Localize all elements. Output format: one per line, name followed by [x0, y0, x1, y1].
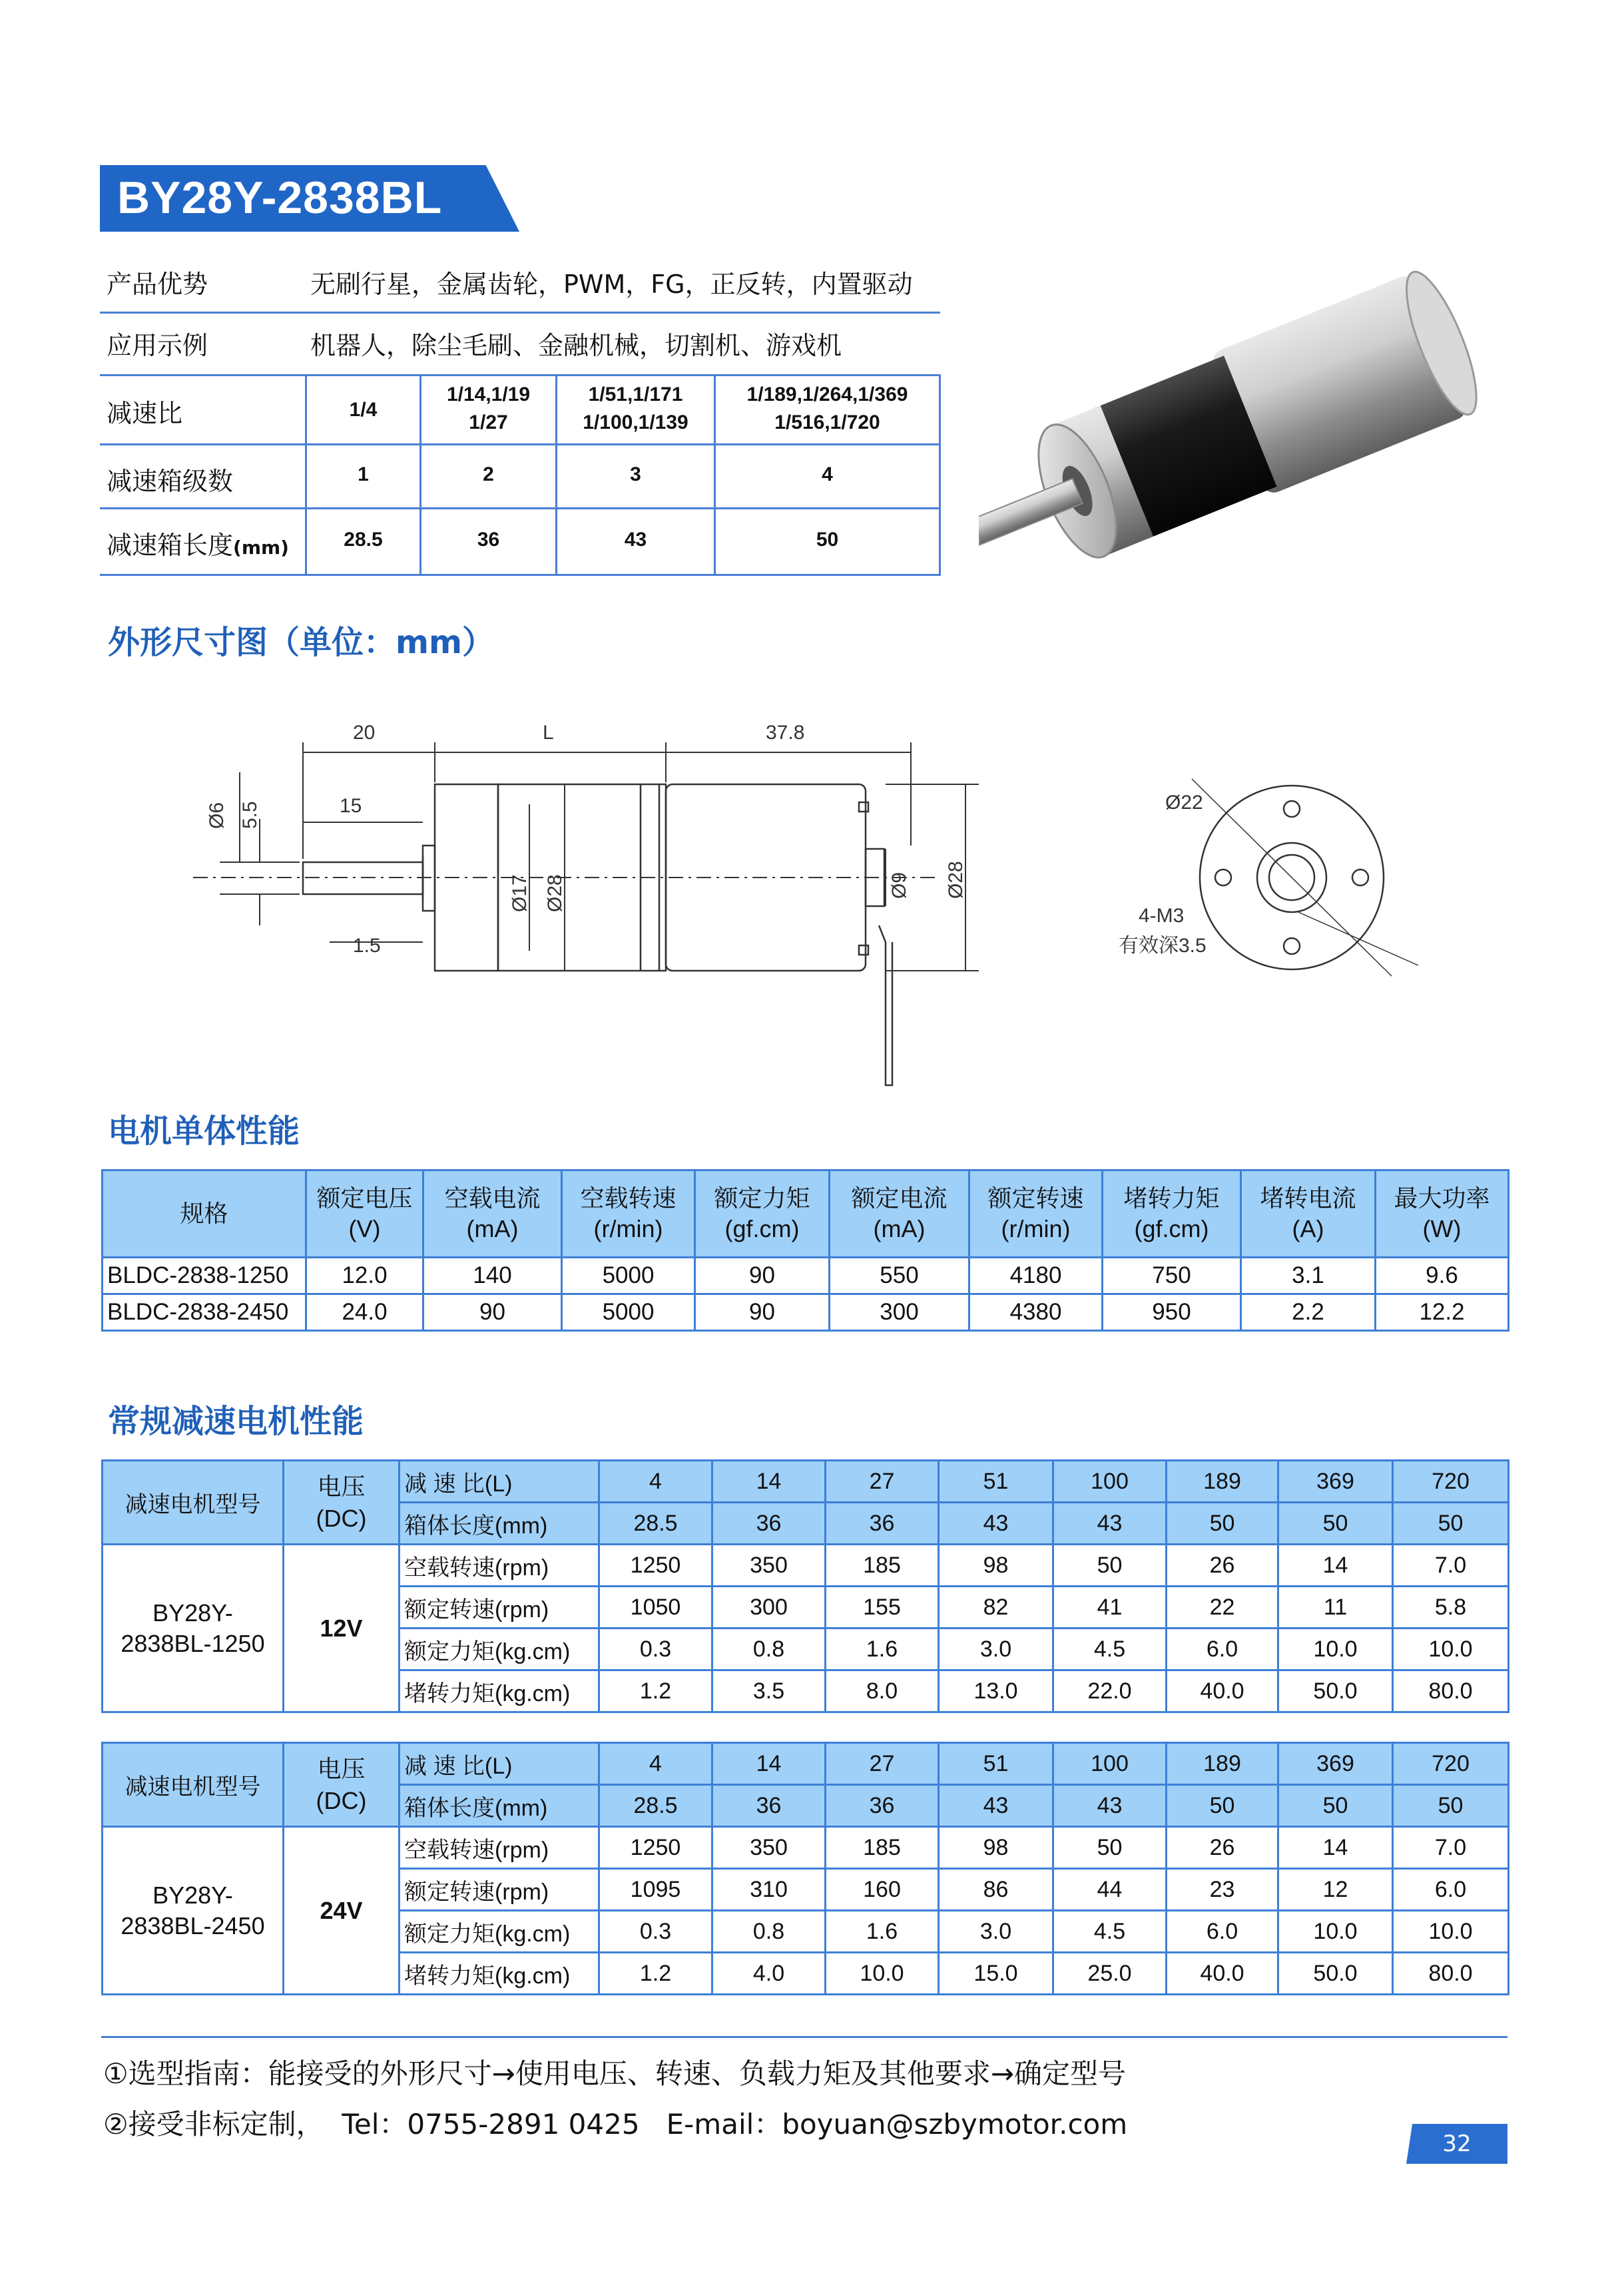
- table-cell: 155: [826, 1587, 939, 1629]
- table-cell: 80.0: [1393, 1670, 1509, 1712]
- ratio-cell: 27: [826, 1461, 939, 1503]
- table-cell: 3.5: [712, 1670, 826, 1712]
- model-cell: BY28Y- 2838BL-2450: [103, 1827, 284, 1995]
- table-cell: 50.0: [1278, 1953, 1393, 1995]
- table-row: [103, 1827, 1509, 1869]
- table-cell: 0.8: [712, 1911, 826, 1953]
- ratio-cell: 51: [939, 1461, 1053, 1503]
- dim-d9: Ø9: [888, 872, 910, 899]
- length-cell: 50: [1167, 1503, 1278, 1545]
- dim-d28-rear: Ø28: [945, 861, 967, 899]
- ratio-cell: 1/189,1/264,1/369 1/516,1/720: [746, 383, 908, 433]
- ratio-cell: 27: [826, 1743, 939, 1785]
- footer-divider: [101, 2036, 1507, 2038]
- ratio-cell: 369: [1278, 1461, 1393, 1503]
- header-cell: 空载电流 (mA): [423, 1170, 562, 1258]
- table-cell: 0.8: [712, 1629, 826, 1670]
- table-cell: 7.0: [1393, 1545, 1509, 1587]
- ratio-cell: 720: [1393, 1743, 1509, 1785]
- table-cell: 1.2: [599, 1670, 712, 1712]
- header-cell: 额定电流 (mA): [830, 1170, 969, 1258]
- contact-note: ②接受非标定制， Tel：0755-2891 0425 E-mail：boyuan@szbymotor.com: [103, 2108, 1128, 2141]
- table-cell: 1250: [599, 1545, 712, 1587]
- ratio-cell: 100: [1053, 1461, 1167, 1503]
- table-cell: 1.6: [826, 1629, 939, 1670]
- table-cell: 5000: [562, 1258, 695, 1294]
- table-cell: 50: [1053, 1827, 1167, 1869]
- gear-perf-heading: 常规减速电机性能: [108, 1403, 364, 1440]
- length-cell: 43: [624, 529, 647, 551]
- dim-d6: Ø6: [206, 802, 228, 829]
- ratio-cell: 1/14,1/19 1/27: [446, 383, 531, 433]
- header-cell: 空载转速 (r/min): [562, 1170, 695, 1258]
- dim-37-8: 37.8: [766, 722, 805, 744]
- table-cell: 22: [1167, 1587, 1278, 1629]
- length-cell: 28.5: [599, 1503, 712, 1545]
- dim-5-5: 5.5: [239, 801, 261, 829]
- length-cell: 50: [1278, 1785, 1393, 1827]
- table-cell: 550: [830, 1258, 969, 1294]
- model-header: 减速电机型号: [103, 1743, 284, 1827]
- motor-perf-heading: 电机单体性能: [108, 1113, 300, 1150]
- table-cell: 6.0: [1393, 1869, 1509, 1911]
- motor-product-image: [979, 253, 1531, 599]
- header-cell: 规格: [103, 1170, 306, 1258]
- model-cell: BY28Y- 2838BL-1250: [103, 1545, 284, 1712]
- table-cell: 80.0: [1393, 1953, 1509, 1995]
- table-cell: 160: [826, 1869, 939, 1911]
- advantages-label: 产品优势: [107, 270, 208, 299]
- stages-cell: 1: [358, 463, 369, 485]
- table-cell: 13.0: [939, 1670, 1053, 1712]
- application-label: 应用示例: [107, 331, 208, 360]
- length-cell: 36: [712, 1503, 826, 1545]
- table-cell: 23: [1167, 1869, 1278, 1911]
- table-cell: 3.0: [939, 1629, 1053, 1670]
- table-cell: 14: [1278, 1827, 1393, 1869]
- table-cell: 14: [1278, 1545, 1393, 1587]
- table-cell: 90: [695, 1294, 830, 1331]
- length-cell: 43: [1053, 1503, 1167, 1545]
- motor-perf-table: [101, 1169, 1509, 1332]
- header-cell: 堵转力矩 (gf.cm): [1103, 1170, 1241, 1258]
- divider: [100, 574, 940, 576]
- gear-perf-table-24v: [101, 1742, 1509, 1995]
- dim-15: 15: [340, 795, 362, 817]
- table-cell: 350: [712, 1545, 826, 1587]
- table-cell: 41: [1053, 1587, 1167, 1629]
- dim-d28: Ø28: [544, 874, 566, 912]
- dim-1-5: 1.5: [353, 935, 381, 957]
- ratio-cell: 51: [939, 1743, 1053, 1785]
- table-cell: 10.0: [1393, 1911, 1509, 1953]
- length-cell: 36: [826, 1785, 939, 1827]
- stages-label: 减速箱级数: [107, 467, 234, 496]
- ratio-label: 减 速 比(L): [400, 1743, 599, 1785]
- row-label: 额定力矩(kg.cm): [400, 1911, 599, 1953]
- table-cell: 12.0: [306, 1258, 423, 1294]
- ratio-cell: 100: [1053, 1743, 1167, 1785]
- length-cell: 36: [826, 1503, 939, 1545]
- table-cell: 1095: [599, 1869, 712, 1911]
- table-cell: 50: [1053, 1545, 1167, 1587]
- table-cell: 0.3: [599, 1629, 712, 1670]
- divider: [100, 312, 940, 314]
- table-cell: 10.0: [1278, 1629, 1393, 1670]
- table-row: [103, 1743, 1509, 1785]
- product-title: BY28Y-2838BL: [117, 172, 443, 223]
- table-cell: 5000: [562, 1294, 695, 1331]
- length-cell: 43: [939, 1785, 1053, 1827]
- voltage-header: 电压 (DC): [284, 1461, 400, 1545]
- spec-cell: BLDC-2838-1250: [103, 1258, 306, 1294]
- stages-cell: 4: [822, 463, 833, 485]
- page-number: 32: [1442, 2131, 1472, 2157]
- table-cell: 310: [712, 1869, 826, 1911]
- table-cell: 7.0: [1393, 1827, 1509, 1869]
- row-label: 空载转速(rpm): [400, 1827, 599, 1869]
- table-cell: 1.6: [826, 1911, 939, 1953]
- header-cell: 额定转速 (r/min): [969, 1170, 1103, 1258]
- ratio-cell: 14: [712, 1743, 826, 1785]
- table-cell: 4.0: [712, 1953, 826, 1995]
- table-cell: 25.0: [1053, 1953, 1167, 1995]
- table-cell: 1050: [599, 1587, 712, 1629]
- table-cell: 300: [830, 1294, 969, 1331]
- gear-perf-table-12v: [101, 1459, 1509, 1713]
- table-cell: 22.0: [1053, 1670, 1167, 1712]
- table-cell: 300: [712, 1587, 826, 1629]
- table-cell: 26: [1167, 1545, 1278, 1587]
- length-cell: 50: [1393, 1785, 1509, 1827]
- table-cell: 24.0: [306, 1294, 423, 1331]
- table-cell: 6.0: [1167, 1911, 1278, 1953]
- length-cell: 28.5: [344, 529, 383, 551]
- table-cell: 3.0: [939, 1911, 1053, 1953]
- ratio-cell: 1/4: [349, 399, 378, 421]
- table-cell: 350: [712, 1827, 826, 1869]
- voltage-cell: 12V: [284, 1545, 400, 1712]
- ratio-cell: 189: [1167, 1743, 1278, 1785]
- length-label: [107, 525, 289, 561]
- advantages-value: 无刷行星，金属齿轮，PWM，FG，正反转，内置驱动: [310, 270, 913, 299]
- table-cell: 4380: [969, 1294, 1103, 1331]
- dimension-heading: 外形尺寸图（单位：mm）: [108, 624, 495, 661]
- row-label: 堵转力矩(kg.cm): [400, 1670, 599, 1712]
- table-row: [103, 1461, 1509, 1503]
- row-label: 额定转速(rpm): [400, 1869, 599, 1911]
- dim-4-m3: 4-M3: [1139, 905, 1185, 927]
- dim-l: L: [543, 722, 554, 744]
- row-label: 空载转速(rpm): [400, 1545, 599, 1587]
- ratio-cell: 1/51,1/171 1/100,1/139: [583, 383, 688, 433]
- table-cell: 40.0: [1167, 1670, 1278, 1712]
- divider: [939, 374, 941, 576]
- row-label: 额定转速(rpm): [400, 1587, 599, 1629]
- header-cell: 额定力矩 (gf.cm): [695, 1170, 830, 1258]
- table-cell: 8.0: [826, 1670, 939, 1712]
- table-cell: 98: [939, 1827, 1053, 1869]
- advantages-row: [100, 264, 940, 317]
- voltage-header: 电压 (DC): [284, 1743, 400, 1827]
- table-cell: 4.5: [1053, 1911, 1167, 1953]
- application-value: 机器人，除尘毛刷、金融机械，切割机、游戏机: [310, 331, 842, 360]
- length-cell: 50: [1393, 1503, 1509, 1545]
- voltage-cell: 24V: [284, 1827, 400, 1995]
- length-label: 箱体长度(mm): [400, 1503, 599, 1545]
- length-cell: 50: [1167, 1785, 1278, 1827]
- table-cell: 90: [423, 1294, 562, 1331]
- dim-depth: 有效深3.5: [1119, 935, 1207, 957]
- ratio-cell: 369: [1278, 1743, 1393, 1785]
- stages-cell: 3: [630, 463, 641, 485]
- ratio-cell: 4: [599, 1743, 712, 1785]
- length-unit: (mm): [233, 537, 289, 559]
- length-cell: 50: [1278, 1503, 1393, 1545]
- divider: [100, 374, 940, 376]
- table-cell: 90: [695, 1258, 830, 1294]
- length-cell: 50: [816, 529, 839, 551]
- length-cell: 43: [939, 1503, 1053, 1545]
- divider: [100, 507, 940, 509]
- table-cell: 750: [1103, 1258, 1241, 1294]
- table-cell: 98: [939, 1545, 1053, 1587]
- length-cell: 43: [1053, 1785, 1167, 1827]
- table-cell: 2.2: [1241, 1294, 1376, 1331]
- header-cell: 堵转电流 (A): [1241, 1170, 1376, 1258]
- table-cell: 12: [1278, 1869, 1393, 1911]
- table-cell: 185: [826, 1545, 939, 1587]
- table-cell: 5.8: [1393, 1587, 1509, 1629]
- length-cell: 36: [477, 529, 500, 551]
- table-cell: 40.0: [1167, 1953, 1278, 1995]
- table-cell: 1250: [599, 1827, 712, 1869]
- selection-guide-note: ①选型指南：能接受的外形尺寸→使用电压、转速、负载力矩及其他要求→确定型号: [103, 2057, 1127, 2090]
- table-cell: 50.0: [1278, 1670, 1393, 1712]
- ratio-cell: 4: [599, 1461, 712, 1503]
- dim-20: 20: [353, 722, 376, 744]
- length-cell: 36: [712, 1785, 826, 1827]
- header-cell: 最大功率 (W): [1376, 1170, 1509, 1258]
- header-cell: 额定电压 (V): [306, 1170, 423, 1258]
- table-cell: 1.2: [599, 1953, 712, 1995]
- table-row: [103, 1258, 1509, 1294]
- table-cell: 4.5: [1053, 1629, 1167, 1670]
- stages-cell: 2: [483, 463, 494, 485]
- dimension-drawing: [193, 712, 1432, 1092]
- ratio-label: 减速比: [107, 399, 183, 428]
- application-row: [100, 325, 940, 378]
- table-cell: 26: [1167, 1827, 1278, 1869]
- table-cell: 0.3: [599, 1911, 712, 1953]
- length-label-text: 减速箱长度: [107, 531, 234, 560]
- table-cell: 10.0: [1393, 1629, 1509, 1670]
- length-cell: 28.5: [599, 1785, 712, 1827]
- ratio-label: 减 速 比(L): [400, 1461, 599, 1503]
- table-cell: 82: [939, 1587, 1053, 1629]
- table-cell: 185: [826, 1827, 939, 1869]
- table-cell: 10.0: [826, 1953, 939, 1995]
- table-cell: 10.0: [1278, 1911, 1393, 1953]
- table-cell: 3.1: [1241, 1258, 1376, 1294]
- table-cell: 140: [423, 1258, 562, 1294]
- table-cell: 9.6: [1376, 1258, 1509, 1294]
- ratio-cell: 189: [1167, 1461, 1278, 1503]
- table-row: [103, 1545, 1509, 1587]
- table-cell: 6.0: [1167, 1629, 1278, 1670]
- table-header-row: [103, 1170, 1509, 1258]
- dim-d17: Ø17: [509, 874, 531, 912]
- row-label: 堵转力矩(kg.cm): [400, 1953, 599, 1995]
- model-header: 减速电机型号: [103, 1461, 284, 1545]
- table-row: [103, 1294, 1509, 1331]
- ratio-cell: 720: [1393, 1461, 1509, 1503]
- table-cell: 11: [1278, 1587, 1393, 1629]
- divider: [100, 443, 940, 445]
- spec-cell: BLDC-2838-2450: [103, 1294, 306, 1331]
- table-cell: 950: [1103, 1294, 1241, 1331]
- table-cell: 4180: [969, 1258, 1103, 1294]
- row-label: 额定力矩(kg.cm): [400, 1629, 599, 1670]
- ratio-cell: 14: [712, 1461, 826, 1503]
- table-cell: 44: [1053, 1869, 1167, 1911]
- dim-d22: Ø22: [1165, 792, 1203, 814]
- table-cell: 12.2: [1376, 1294, 1509, 1331]
- table-cell: 86: [939, 1869, 1053, 1911]
- length-label: 箱体长度(mm): [400, 1785, 599, 1827]
- table-cell: 15.0: [939, 1953, 1053, 1995]
